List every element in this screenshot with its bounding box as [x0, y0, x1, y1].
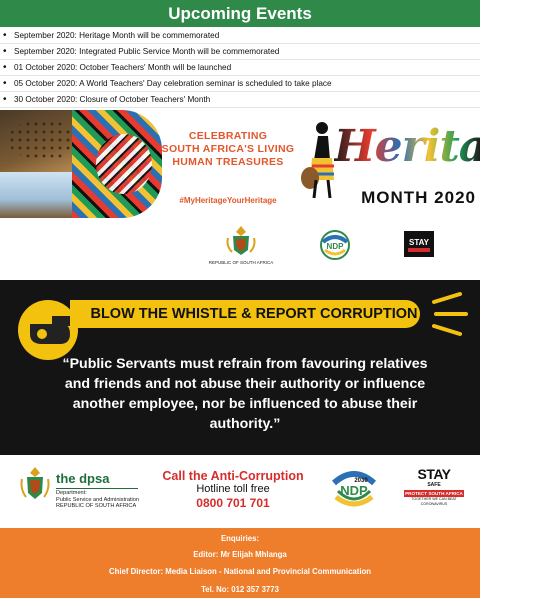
footer-enquiries: Enquiries:	[220, 534, 260, 543]
event-item: • September 2020: Integrated Public Service Month will be commemorated	[0, 44, 480, 60]
dpsa-divider	[56, 488, 138, 489]
dpsa-coat-of-arms-icon	[18, 465, 52, 505]
heritage-script-title: Heritage	[334, 112, 480, 182]
whistle-sound-rays-icon	[430, 292, 470, 336]
event-item: • 05 October 2020: A World Teachers' Day celebration seminar is scheduled to take place	[0, 76, 480, 92]
svg-text:STAY: STAY	[408, 238, 430, 247]
dpsa-line: REPUBLIC OF SOUTH AFRICA	[56, 503, 137, 509]
dpsa-department-text	[56, 490, 148, 510]
heritage-hashtag: #MyHeritageYourHeritage	[179, 196, 277, 205]
heritage-tagline-line: SOUTH AFRICA'S LIVING	[161, 143, 295, 155]
heritage-tagline	[158, 130, 298, 169]
coat-of-arms-caption: REPUBLIC OF SOUTH AFRICA	[208, 260, 274, 265]
footer-chief-director: Chief Director: Media Liaison - National and Provincial Communication	[108, 567, 372, 576]
stay-safe-banner: PROTECT SOUTH AFRICA	[405, 491, 463, 496]
coat-of-arms-icon	[224, 224, 258, 258]
anti-corruption-section	[0, 280, 480, 455]
hotline-heading: Call the Anti-Corruption	[162, 469, 304, 483]
bottom-logos-row	[0, 455, 480, 528]
heritage-month-banner	[0, 110, 543, 218]
beadwork-photo	[8, 120, 78, 160]
stay-safe-small-icon	[404, 231, 434, 257]
corruption-quote: “Public Servants must refrain from favouring relatives and friends and not abuse their authority or influence another employee, nor be influenced to abuse their authority.”	[62, 356, 428, 432]
heritage-tagline-line: HUMAN TREASURES	[172, 156, 284, 168]
stay-safe-tagline: TOGETHER WE CAN BEAT CORONAVIRUS	[411, 497, 457, 506]
ndp-2030-logo-icon	[330, 467, 378, 509]
heritage-month-label: MONTH 2020	[361, 188, 476, 207]
stay-safe-logo	[404, 467, 464, 517]
event-item: • September 2020: Heritage Month will be commemorated	[0, 28, 480, 44]
ndp-big-text: NDP	[340, 483, 368, 498]
stay-safe-title: STAY	[417, 466, 451, 482]
footer-telephone: Tel. No: 012 357 3773	[201, 584, 279, 594]
hotline-subheading: Hotline toll free	[196, 483, 270, 495]
ndp-big-year: 2030	[354, 478, 368, 484]
event-item: • 01 October 2020: October Teachers' Month will be launched	[0, 60, 480, 76]
stay-safe-sub: SAFE	[427, 482, 441, 488]
ndp-logo-icon	[320, 230, 350, 260]
heritage-tagline-line: CELEBRATING	[188, 130, 268, 142]
events-list	[0, 28, 480, 108]
dpsa-line: Department:	[56, 490, 87, 496]
stay-safe-small-logo	[404, 231, 434, 257]
government-logos-row	[0, 218, 480, 278]
dancer-figure-icon	[300, 120, 338, 200]
hotline-number: 0800 701 701	[196, 496, 270, 510]
dpsa-name: the dpsa	[56, 471, 110, 486]
footer-editor: Editor: Mr Elijah Mhlanga	[193, 549, 287, 559]
whistle-icon	[12, 294, 84, 362]
event-item: • 30 October 2020: Closure of October Teachers' Month	[0, 92, 480, 108]
whistle-banner: BLOW THE WHISTLE & REPORT CORRUPTION	[70, 300, 420, 328]
events-title: Upcoming Events	[0, 0, 480, 27]
beadwork-pattern-inner	[96, 134, 152, 194]
anti-corruption-hotline	[158, 469, 308, 510]
enquiries-footer	[0, 528, 480, 598]
dpsa-line: Public Service and Administration	[56, 496, 140, 503]
ndp-logo-text: NDP	[326, 242, 344, 251]
